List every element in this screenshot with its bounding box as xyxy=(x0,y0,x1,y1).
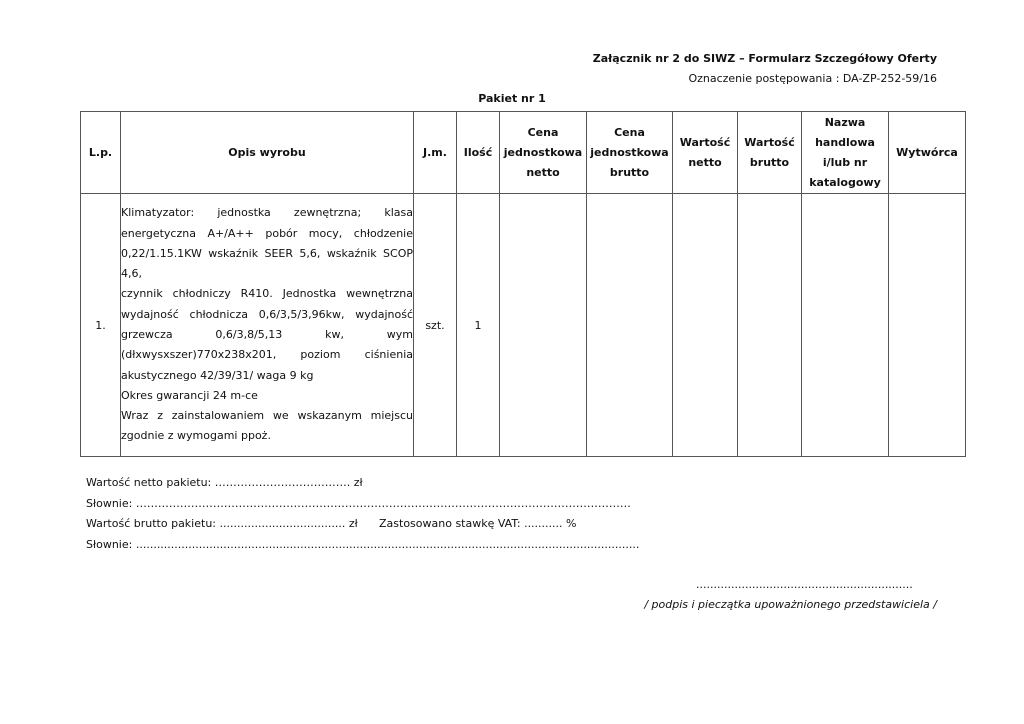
cell-cena-netto[interactable] xyxy=(500,194,587,457)
table-row xyxy=(81,194,966,457)
cell-cena-brutto[interactable] xyxy=(587,194,673,457)
package-net-value: Wartość netto pakietu: ………………………………. zł xyxy=(86,476,363,489)
procedure-reference: Oznaczenie postępowania : DA-ZP-252-59/16 xyxy=(688,72,937,85)
col-header-cena-netto: Cena jednostkowa netto xyxy=(500,112,587,194)
col-header-jm: J.m. xyxy=(414,112,457,194)
col-header-cena-brutto: Cena jednostkowa brutto xyxy=(587,112,673,194)
package-title: Pakiet nr 1 xyxy=(478,92,546,105)
col-header-lp: L.p. xyxy=(81,112,121,194)
col-header-nazwa: Nazwa handlowa i/lub nr katalogowy xyxy=(802,112,889,194)
table-header-row xyxy=(81,112,966,194)
col-header-opis: Opis wyrobu xyxy=(121,112,414,194)
col-header-wartosc-brutto: Wartość brutto xyxy=(738,112,802,194)
col-header-wytworca: Wytwórca xyxy=(889,112,966,194)
cell-lp: 1. xyxy=(81,194,121,457)
vat-rate: Zastosowano stawkę VAT: ........... % xyxy=(379,517,577,530)
cell-jm: szt. xyxy=(414,194,457,457)
signature-line: .............................................................. xyxy=(696,578,913,591)
cell-ilosc: 1 xyxy=(457,194,500,457)
offer-table xyxy=(80,111,966,457)
package-gross-value: Wartość brutto pakietu: .................................... zł xyxy=(86,517,358,530)
cell-nazwa[interactable] xyxy=(802,194,889,457)
signature-caption: / podpis i pieczątka upoważnionego przedstawiciela / xyxy=(644,598,937,611)
cell-wartosc-brutto[interactable] xyxy=(738,194,802,457)
net-in-words: Słownie: ……………………………………………………………………………………………………………………… xyxy=(86,497,631,510)
cell-wytworca[interactable] xyxy=(889,194,966,457)
col-header-ilosc: Ilość xyxy=(457,112,500,194)
cell-opis: Klimatyzator: jednostka zewnętrzna; klasa energetyczna A+/A++ pobór mocy, chłodzenie 0,22/1.15.1KW wskaźnik SEER 5,6, wskaźnik SCOP 4,6, czynnik chłodniczy R410. Jednostka wewnętrzna wydajność chłodnicza 0,6/3,5/3,96kw, wydajność grzewcza 0,6/3,8/5,13 kw, wym (dłxwysxszer)770x238x201, poziom ciśnienia akustycznego 42/39/31/ waga 9 kg Okres gwarancji 24 m-ce Wraz z zainstalowaniem we wskazanym miejscu zgodnie z wymogami ppoż. xyxy=(121,194,414,457)
attachment-title: Załącznik nr 2 do SIWZ – Formularz Szczegółowy Oferty xyxy=(592,52,937,65)
gross-in-words: Słownie: ................................................................................................................................................ xyxy=(86,538,640,551)
cell-wartosc-netto[interactable] xyxy=(673,194,738,457)
col-header-wartosc-netto: Wartość netto xyxy=(673,112,738,194)
